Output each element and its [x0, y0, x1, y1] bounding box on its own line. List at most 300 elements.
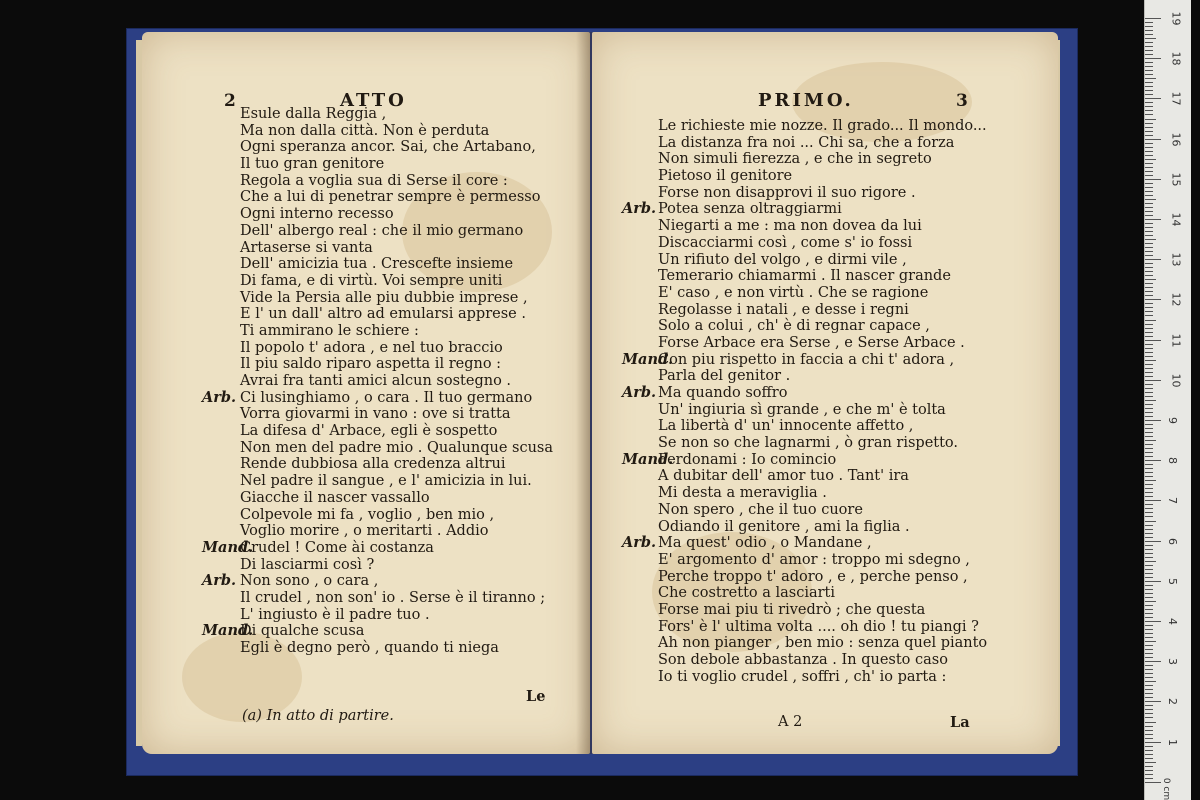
verse-line	[240, 440, 553, 457]
verse-text: Egli è degno però , quando ti niega	[240, 640, 499, 656]
ruler-tick	[1145, 581, 1161, 582]
ruler-tick	[1145, 545, 1153, 546]
ruler-tick	[1145, 444, 1153, 445]
ruler-number: 8	[1166, 457, 1179, 465]
ruler-tick	[1145, 171, 1153, 172]
speaker-label: Mand.	[202, 622, 254, 640]
verse-text: Un' ingiuria sì grande , e che m' è tolta	[658, 401, 946, 418]
ruler-tick	[1145, 38, 1156, 39]
verse-text: Voglio morire , o meritarti . Addio	[240, 523, 489, 540]
verse-text: Son debole abbastanza . In questo caso	[658, 652, 948, 668]
ruler-tick	[1145, 332, 1153, 333]
ruler-tick	[1145, 653, 1153, 654]
ruler-number: 12	[1169, 292, 1183, 307]
ruler-tick	[1145, 400, 1156, 401]
verse-line	[658, 252, 987, 269]
ruler-number: 13	[1169, 252, 1183, 267]
ruler-tick	[1145, 512, 1153, 513]
verse-text: La distanza fra noi ... Chi sa, che a forza	[658, 134, 955, 151]
ruler-tick	[1145, 58, 1161, 59]
verse-line	[622, 350, 987, 369]
ruler-tick	[1145, 223, 1153, 224]
verse-line	[658, 285, 987, 302]
ruler-tick	[1145, 271, 1153, 272]
ruler-tick	[1145, 557, 1153, 558]
verse-line	[658, 502, 987, 519]
ruler-tick	[1145, 70, 1153, 71]
ruler-tick	[1145, 227, 1153, 228]
ruler-tick	[1145, 243, 1153, 244]
ruler-tick	[1145, 553, 1153, 554]
ruler-tick	[1145, 778, 1153, 779]
verse-text: Regola a voglia sua di Serse il core :	[240, 172, 508, 189]
ruler-tick	[1145, 344, 1153, 345]
verse-text: E l' un dall' altro ad emularsi apprese .	[240, 306, 526, 323]
ruler-tick	[1145, 78, 1156, 79]
verse-line	[622, 534, 987, 552]
measuring-ruler	[1144, 0, 1191, 800]
ruler-tick	[1145, 613, 1153, 614]
ruler-tick	[1145, 295, 1153, 296]
ruler-tick	[1145, 291, 1153, 292]
verse-text: Di lasciarmi così ?	[240, 556, 375, 573]
verse-line	[240, 223, 553, 240]
ruler-tick	[1145, 239, 1156, 240]
verse-line	[240, 173, 553, 190]
verse-text: Con piu rispetto in faccia a chi t' adora ,	[658, 351, 955, 368]
ruler-tick	[1145, 746, 1153, 747]
catchword: La	[950, 714, 970, 731]
ruler-tick	[1145, 726, 1153, 727]
speaker-label: Mand.	[622, 450, 674, 468]
ruler-tick	[1145, 689, 1153, 690]
ruler-tick	[1145, 275, 1153, 276]
ruler-tick	[1145, 774, 1153, 775]
verse-line	[622, 384, 987, 402]
ruler-number: 4	[1166, 618, 1179, 625]
ruler-tick	[1145, 219, 1161, 220]
verse-line	[240, 273, 553, 290]
verse-text: Ma non dalla città. Non è perduta	[240, 122, 490, 139]
verse-text: Il crudel , non son' io . Serse è il tiranno ;	[240, 589, 546, 606]
verse-text: Solo a colui , ch' è di regnar capace ,	[658, 318, 930, 335]
ruler-number: 14	[1169, 212, 1183, 227]
ruler-tick	[1145, 368, 1153, 369]
ruler-tick	[1145, 669, 1153, 670]
ruler-tick	[1145, 629, 1153, 630]
ruler-number: 15	[1169, 172, 1183, 187]
verse-line	[240, 240, 553, 257]
verse-text: Giacche il nascer vassallo	[240, 489, 430, 506]
ruler-tick	[1145, 127, 1153, 128]
ruler-tick	[1145, 496, 1153, 497]
verse-line	[658, 418, 987, 435]
verse-line	[658, 485, 987, 502]
speaker-label: Arb.	[202, 572, 237, 590]
ruler-number: 7	[1166, 497, 1179, 505]
verse-text: La libertà d' un' innocente affetto ,	[658, 418, 914, 435]
ruler-tick	[1145, 766, 1153, 767]
ruler-tick	[1145, 521, 1156, 522]
ruler-tick	[1145, 508, 1153, 509]
ruler-tick	[1145, 770, 1153, 771]
verse-line	[658, 569, 987, 586]
ruler-tick	[1145, 131, 1153, 132]
ruler-tick	[1145, 315, 1153, 316]
verse-text: Nel padre il sangue , e l' amicizia in lui.	[240, 473, 532, 490]
ruler-tick	[1145, 488, 1153, 489]
ruler-tick	[1145, 637, 1153, 638]
ruler-tick	[1145, 476, 1153, 477]
verse-line	[658, 151, 987, 168]
ruler-tick	[1145, 299, 1161, 300]
verse-line	[658, 585, 987, 602]
ruler-tick	[1145, 94, 1153, 95]
ruler-tick	[1145, 320, 1156, 321]
ruler-tick	[1145, 537, 1153, 538]
ruler-tick	[1145, 609, 1153, 610]
running-head: ATTO	[340, 90, 407, 111]
ruler-number: 18	[1169, 51, 1183, 66]
speaker-label: Mand.	[202, 538, 254, 556]
verse-line	[240, 340, 553, 357]
ruler-tick	[1145, 307, 1153, 308]
verse-line	[240, 323, 553, 340]
ruler-tick	[1145, 102, 1153, 103]
verse-line	[240, 256, 553, 273]
ruler-number: 2	[1166, 698, 1179, 706]
ruler-tick	[1145, 247, 1153, 248]
verse-text: Perche troppo t' adoro , e , perche penso ,	[658, 568, 968, 585]
ruler-tick	[1145, 231, 1153, 232]
verse-line	[658, 268, 987, 285]
verse-line	[240, 490, 553, 507]
ruler-tick	[1145, 685, 1153, 686]
ruler-tick	[1145, 464, 1153, 465]
ruler-tick	[1145, 605, 1153, 606]
ruler-number: 17	[1169, 91, 1183, 106]
ruler-number: 1	[1166, 738, 1179, 746]
ruler-tick	[1145, 601, 1156, 602]
verse-line	[240, 373, 553, 390]
verse-text: Non sono , o cara ,	[240, 573, 379, 590]
verse-line	[240, 189, 553, 206]
ruler-tick	[1145, 577, 1153, 578]
verse-text: Ci lusinghiamo , o cara . Il tuo germano	[240, 389, 533, 406]
ruler-tick	[1145, 500, 1161, 501]
verse-text: Io ti voglio crudel , soffri , ch' io parta :	[658, 668, 947, 685]
ruler-tick	[1145, 456, 1153, 457]
verse-text: Discacciarmi così , come s' io fossi	[658, 234, 913, 251]
ruler-tick	[1145, 267, 1153, 268]
verse-text: Pietoso il genitore	[658, 168, 793, 185]
ruler-tick	[1145, 336, 1153, 337]
ruler-tick	[1145, 159, 1156, 160]
verse-line	[240, 507, 553, 524]
ruler-tick	[1145, 106, 1153, 107]
ruler-tick	[1145, 641, 1156, 642]
ruler-tick	[1145, 617, 1153, 618]
ruler-tick	[1145, 364, 1153, 365]
ruler-tick	[1145, 589, 1153, 590]
verse-text: Le richieste mie nozze. Il grado... Il mondo...	[658, 118, 987, 134]
ruler-tick	[1145, 412, 1153, 413]
left-page	[142, 32, 590, 754]
ruler-tick	[1145, 392, 1153, 393]
ruler-tick	[1145, 722, 1156, 723]
ruler-tick	[1145, 408, 1153, 409]
ruler-tick	[1145, 621, 1161, 622]
verse-text: Ah non pianger , ben mio : senza quel pianto	[658, 635, 988, 652]
ruler-tick	[1145, 139, 1161, 140]
ruler-tick	[1145, 22, 1153, 23]
verse-line	[658, 218, 987, 235]
footnote: (a) In atto di partire.	[242, 708, 394, 724]
ruler-tick	[1145, 697, 1153, 698]
ruler-tick	[1145, 279, 1156, 280]
verse-text: Che costretto a lasciarti	[658, 585, 836, 602]
ruler-tick	[1145, 356, 1153, 357]
ruler-tick	[1145, 573, 1153, 574]
verse-text: Parla del genitor .	[658, 368, 791, 385]
ruler-tick	[1145, 303, 1153, 304]
ruler-tick	[1145, 472, 1153, 473]
ruler-tick	[1145, 448, 1153, 449]
ruler-tick	[1145, 324, 1153, 325]
verse-line	[240, 607, 553, 624]
ruler-tick	[1145, 380, 1161, 381]
verse-text: Forse Arbace era Serse , e Serse Arbace .	[658, 334, 965, 351]
ruler-number: 3	[1166, 658, 1179, 666]
ruler-tick	[1145, 66, 1153, 67]
ruler-tick	[1145, 123, 1153, 124]
ruler-number: 16	[1169, 132, 1183, 147]
verse-text: Non spero , che il tuo cuore	[658, 501, 863, 518]
ruler-tick	[1145, 404, 1153, 405]
ruler-tick	[1145, 436, 1153, 437]
verse-text: Forse non disapprovi il suo rigore .	[658, 184, 916, 201]
ruler-tick	[1145, 561, 1156, 562]
verse-lines-right	[622, 118, 988, 685]
verse-line	[240, 306, 553, 323]
ruler-number: 5	[1166, 577, 1179, 585]
ruler-tick	[1145, 541, 1161, 542]
verse-line	[202, 388, 553, 407]
verse-line	[240, 456, 553, 473]
ruler-tick	[1145, 625, 1153, 626]
speaker-label: Arb.	[622, 200, 657, 218]
ruler-tick	[1145, 734, 1153, 735]
verse-line	[658, 635, 987, 652]
verse-text: A dubitar dell' amor tuo . Tant' ira	[658, 468, 909, 485]
ruler-tick	[1145, 26, 1153, 27]
verse-text: Se non so che lagnarmi , ò gran rispetto.	[658, 435, 959, 452]
verse-text: Dell' amicizia tua . Crescefte insieme	[240, 256, 514, 273]
verse-text: Non men del padre mio . Qualunque scusa	[240, 439, 554, 456]
verse-line	[240, 640, 553, 657]
page-number: 3	[956, 91, 968, 111]
ruler-tick	[1145, 492, 1153, 493]
ruler-tick	[1145, 681, 1156, 682]
right-page	[592, 32, 1058, 754]
ruler-tick	[1145, 203, 1153, 204]
ruler-number: 10	[1169, 373, 1183, 388]
ruler-tick	[1145, 175, 1153, 176]
ruler-tick	[1145, 384, 1153, 385]
ruler-tick	[1145, 54, 1153, 55]
ruler-tick	[1145, 416, 1153, 417]
verse-line	[658, 168, 987, 185]
ruler-tick	[1145, 673, 1153, 674]
verse-text: Rende dubbiosa alla credenza altrui	[240, 456, 506, 473]
verse-line	[658, 135, 987, 152]
ruler-tick	[1145, 468, 1153, 469]
ruler-tick	[1145, 86, 1153, 87]
ruler-tick	[1145, 525, 1153, 526]
ruler-tick	[1145, 90, 1153, 91]
ruler-tick	[1145, 98, 1161, 99]
verse-line	[240, 523, 553, 540]
verse-text: Ma quest' odio , o Mandane ,	[658, 535, 872, 552]
ruler-tick	[1145, 585, 1153, 586]
ruler-tick	[1145, 504, 1153, 505]
verse-line	[658, 335, 987, 352]
ruler-tick	[1145, 259, 1161, 260]
ruler-tick	[1145, 167, 1153, 168]
verse-line	[658, 468, 987, 485]
ruler-tick	[1145, 143, 1153, 144]
verse-text: Avrai fra tanti amici alcun sostegno .	[240, 373, 512, 389]
ruler-tick	[1145, 283, 1153, 284]
ruler-tick	[1145, 424, 1153, 425]
ruler-tick	[1145, 151, 1153, 152]
verse-line	[658, 368, 987, 385]
ruler-tick	[1145, 163, 1153, 164]
ruler-tick	[1145, 396, 1153, 397]
verse-line	[658, 669, 987, 686]
ruler-tick	[1145, 263, 1153, 264]
verse-line	[202, 572, 553, 590]
verse-line	[240, 557, 553, 574]
ruler-tick	[1145, 42, 1153, 43]
ruler-unit-label: 0 cm	[1161, 777, 1172, 800]
ruler-tick	[1145, 709, 1153, 710]
ruler-tick	[1145, 199, 1156, 200]
ruler-tick	[1145, 82, 1153, 83]
verse-text: Perdonami : Io comincio	[658, 451, 837, 468]
ruler-tick	[1145, 255, 1153, 256]
ruler-tick	[1145, 713, 1153, 714]
verse-line	[658, 519, 987, 536]
verse-line	[658, 402, 987, 419]
ruler-tick	[1145, 183, 1153, 184]
speaker-label: Arb.	[622, 534, 657, 552]
ruler-tick	[1145, 738, 1153, 739]
verse-line	[240, 206, 553, 223]
ruler-tick	[1145, 287, 1153, 288]
verse-line	[240, 356, 553, 373]
verse-text: Che a lui di penetrar sempre è permesso	[240, 189, 541, 206]
ruler-tick	[1145, 155, 1153, 156]
ruler-tick	[1145, 62, 1153, 63]
ruler-tick	[1145, 215, 1153, 216]
speaker-label: Mand.	[622, 350, 674, 368]
ruler-tick	[1145, 742, 1161, 743]
ruler-tick	[1145, 762, 1156, 763]
ruler-tick	[1145, 657, 1153, 658]
ruler-tick	[1145, 428, 1153, 429]
verse-line	[658, 435, 987, 452]
ruler-tick	[1145, 452, 1153, 453]
verse-text: Niegarti a me : ma non dovea da lui	[658, 218, 922, 235]
ruler-tick	[1145, 693, 1153, 694]
verse-text: Un rifiuto del volgo , e dirmi vile ,	[658, 251, 907, 268]
verse-text: Vide la Persia alle piu dubbie imprese ,	[240, 289, 528, 306]
verse-line	[658, 185, 987, 202]
verse-line	[658, 235, 987, 252]
ruler-tick	[1145, 191, 1153, 192]
verse-text: Potea senza oltraggiarmi	[658, 201, 842, 218]
verse-line	[658, 652, 987, 669]
running-head: PRIMO.	[758, 90, 854, 111]
ruler-tick	[1145, 348, 1153, 349]
ruler-tick	[1145, 593, 1153, 594]
verse-text: Forse mai piu ti rivedrò ; che questa	[658, 601, 926, 618]
verse-line	[240, 139, 553, 156]
ruler-tick	[1145, 432, 1153, 433]
verse-line	[240, 123, 553, 140]
ruler-tick	[1145, 480, 1156, 481]
verse-text: Fors' è l' ultima volta .... oh dio ! tu piangi ?	[658, 618, 979, 635]
ruler-tick	[1145, 420, 1161, 421]
verse-text: Crudel ! Come ài costanza	[240, 539, 434, 556]
ruler-number: 19	[1169, 11, 1183, 26]
verse-text: Il tuo gran genitore	[240, 156, 385, 173]
verse-text: E' caso , e non virtù . Che se ragione	[658, 284, 929, 301]
ruler-tick	[1145, 187, 1153, 188]
page-number: 2	[224, 91, 236, 111]
ruler-tick	[1145, 18, 1161, 19]
verse-line	[240, 406, 553, 423]
verse-text: Dell' albergo real : che il mio germano	[240, 222, 524, 239]
verse-text: Ogni speranza ancor. Sai, che Artabano,	[240, 139, 536, 156]
verse-line	[658, 552, 987, 569]
ruler-tick	[1145, 311, 1153, 312]
verse-line	[658, 302, 987, 319]
ruler-tick	[1145, 207, 1153, 208]
ruler-tick	[1145, 549, 1153, 550]
verse-text: L' ingiusto è il padre tuo .	[240, 606, 430, 623]
ruler-tick	[1145, 360, 1156, 361]
speaker-label: Arb.	[202, 388, 237, 406]
verse-line	[202, 622, 553, 640]
verse-text: Mi desta a meraviglia .	[658, 485, 827, 502]
ruler-tick	[1145, 372, 1153, 373]
verse-text: Odiando il genitore , ami la figlia .	[658, 518, 910, 535]
ruler-tick	[1145, 46, 1153, 47]
verse-text: Regolasse i natali , e desse i regni	[658, 301, 909, 318]
ruler-tick	[1145, 328, 1153, 329]
ruler-tick	[1145, 388, 1153, 389]
ruler-tick	[1145, 235, 1153, 236]
verse-text: Il piu saldo riparo aspetta il regno :	[240, 356, 502, 373]
ruler-tick	[1145, 677, 1153, 678]
ruler-tick	[1145, 754, 1153, 755]
catchword: Le	[526, 688, 546, 705]
ruler-tick	[1145, 533, 1153, 534]
verse-line	[622, 200, 987, 218]
verse-line	[202, 538, 553, 557]
